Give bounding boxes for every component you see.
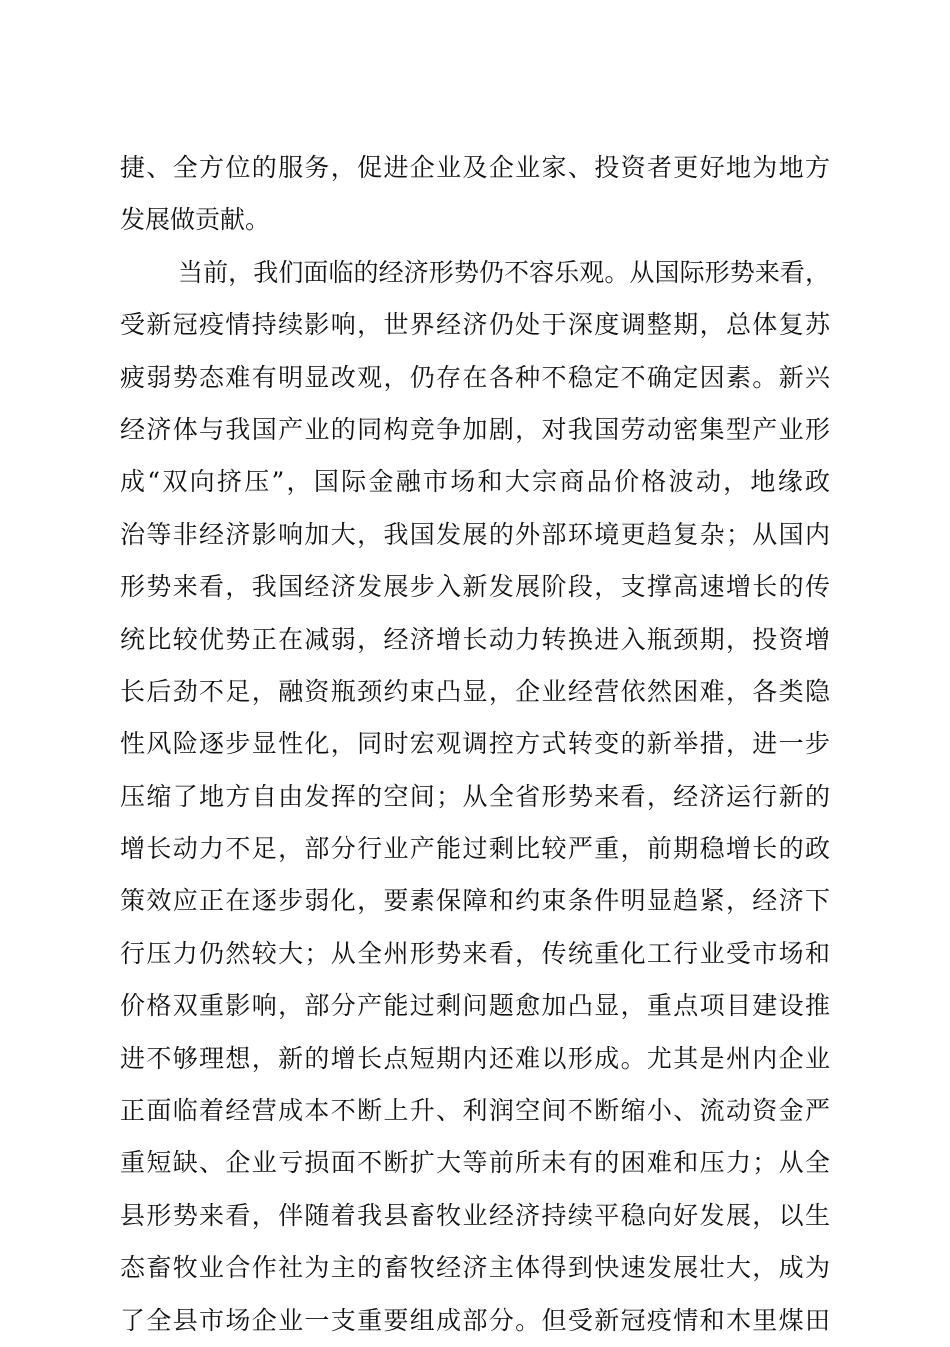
text-line: 正面临着经营成本不断上升、利润空间不断缩小、流动资金严 [120, 1096, 830, 1126]
text-line: 发展做贡献。 [120, 205, 271, 235]
text-line: 策效应正在逐步弱化，要素保障和约束条件明显趋紧，经济下 [120, 886, 830, 916]
text-line: 受新冠疫情持续影响，世界经济仍处于深度调整期，总体复苏 [120, 310, 830, 340]
text-line: 成“双向挤压”，国际金融市场和大宗商品价格波动，地缘政 [120, 467, 830, 497]
text-line: 县形势来看，伴随着我县畜牧业经济持续平稳向好发展，以生 [120, 1200, 830, 1230]
text-line: 疲弱势态难有明显改观，仍存在各种不稳定不确定因素。新兴 [120, 362, 830, 392]
text-line: 了全县市场企业一支重要组成部分。但受新冠疫情和木里煤田 [120, 1305, 830, 1335]
text-line: 治等非经济影响加大，我国发展的外部环境更趋复杂；从国内 [120, 519, 830, 549]
text-line: 统比较优势正在减弱，经济增长动力转换进入瓶颈期，投资增 [120, 624, 830, 654]
text-line: 捷、全方位的服务，促进企业及企业家、投资者更好地为地方 [120, 153, 830, 182]
text-line: 压缩了地方自由发挥的空间；从全省形势来看，经济运行新的 [120, 781, 830, 811]
text-line: 形势来看，我国经济发展步入新发展阶段，支撑高速增长的传 [120, 572, 830, 602]
text-line: 进不够理想，新的增长点短期内还难以形成。尤其是州内企业 [120, 1043, 830, 1073]
text-line: 长后劲不足，融资瓶颈约束凸显，企业经营依然困难，各类隐 [120, 676, 830, 706]
text-line: 重短缺、企业亏损面不断扩大等前所未有的困难和压力；从全 [120, 1148, 830, 1178]
text-line: 态畜牧业合作社为主的畜牧经济主体得到快速发展壮大，成为 [120, 1253, 830, 1283]
text-line: 当前，我们面临的经济形势仍不容乐观。从国际形势来看， [178, 257, 830, 287]
text-line: 经济体与我国产业的同构竞争加剧，对我国劳动密集型产业形 [120, 414, 830, 444]
document-body [120, 142, 830, 1347]
text-line: 增长动力不足，部分行业产能过剩比较严重，前期稳增长的政 [120, 834, 830, 864]
text-line: 价格双重影响，部分产能过剩问题愈加凸显，重点项目建设推 [120, 991, 830, 1021]
text-line: 性风险逐步显性化，同时宏观调控方式转变的新举措，进一步 [120, 729, 830, 759]
text-line: 行压力仍然较大；从全州形势来看，传统重化工行业受市场和 [120, 938, 830, 968]
